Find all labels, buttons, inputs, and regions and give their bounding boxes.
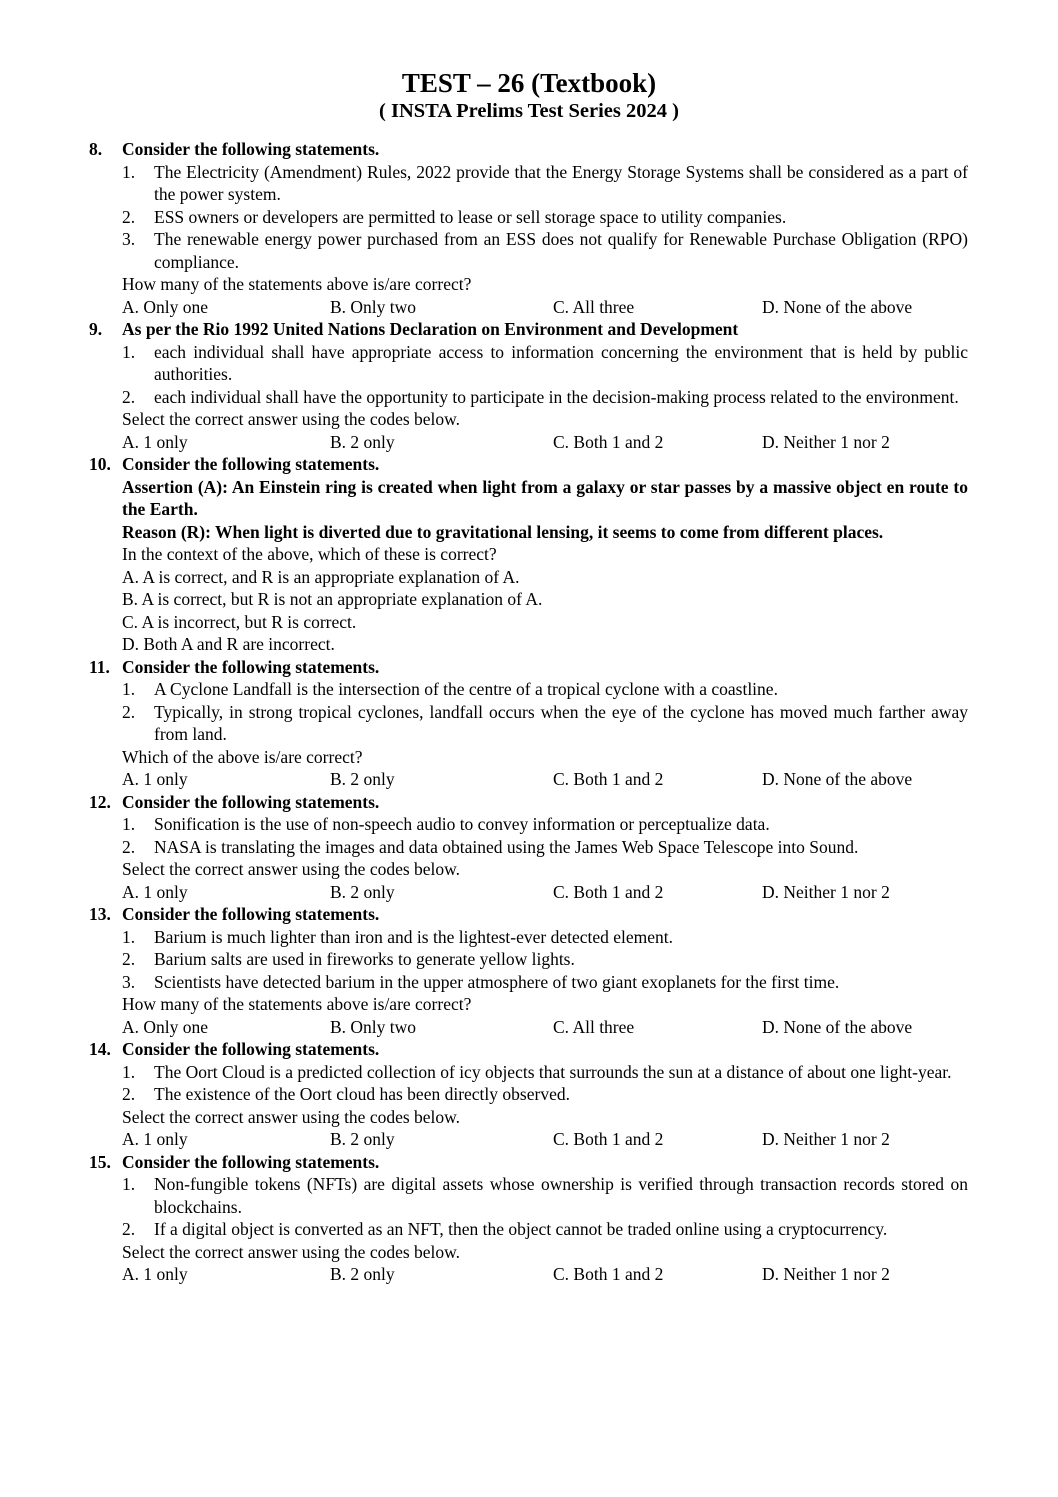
statement-number: 1. [122,161,136,182]
answer-option: C. Both 1 and 2 [553,1129,664,1149]
statement-text: Barium is much lighter than iron and is the lightest-ever detected element. [154,926,674,947]
question-number: 10. [89,454,111,474]
question-12 [0,791,1058,904]
answer-choice: D. Both A and R are incorrect. [122,634,335,654]
answer-options-row [0,768,1058,791]
question-heading-text: Consider the following statements. [122,454,380,474]
statement-number: 1. [122,926,136,947]
answer-option: A. 1 only [122,769,188,789]
question-number: 13. [89,904,111,924]
question-prompt: Which of the above is/are correct? [122,746,363,767]
question-heading [0,903,1058,926]
statement-text: each individual shall have the opportunity to participate in the decision-making process related to the environment. [154,386,959,407]
answer-option: A. 1 only [122,881,188,902]
statement [0,836,1058,859]
question-list [0,138,1058,1286]
statement-number: 2. [122,206,136,227]
answer-option: D. None of the above [762,1016,913,1037]
answer-option: B. 2 only [330,1129,395,1149]
assertion-text: Assertion (A): An Einstein ring is created when light from a galaxy or star passes by a massive object en route to the Earth. [122,476,968,519]
statement-text: Sonification is the use of non-speech audio to convey information or perceptualize data. [154,814,770,834]
statement-number: 3. [122,229,136,249]
statement [0,926,1058,949]
statement-number: 3. [122,971,136,992]
question-13 [0,903,1058,1038]
question-14 [0,1038,1058,1151]
answer-choice: B. A is correct, but R is not an appropriate explanation of A. [122,589,543,609]
statement-number: 2. [122,701,136,722]
question-heading-text: Consider the following statements. [122,1151,380,1172]
answer-option: C. Both 1 and 2 [553,881,664,902]
statement-number: 1. [122,679,136,699]
question-heading-text: Consider the following statements. [122,904,380,924]
statement-text: The Oort Cloud is a predicted collection of icy objects that surrounds the sun at a distance of about one light-year. [154,1061,952,1082]
answer-options-row [0,881,1058,904]
question-number: 14. [89,1039,111,1059]
question-heading-text: As per the Rio 1992 United Nations Declaration on Environment and Development [122,319,739,339]
statement-text: NASA is translating the images and data obtained using the James Web Space Telescope into Sound. [154,836,859,857]
question-prompt: How many of the statements above is/are correct? [122,274,472,294]
question-heading [0,1038,1058,1061]
answer-option: C. Both 1 and 2 [553,1264,664,1284]
statement-text: Non-fungible tokens (NFTs) are digital assets whose ownership is verified through transaction records stored on blockchains. [154,1174,968,1217]
question-heading [0,656,1058,679]
statement-number: 2. [122,1219,136,1239]
question-prompt: Select the correct answer using the codes below. [122,1106,461,1127]
answer-option: D. Neither 1 nor 2 [762,1129,890,1149]
question-number: 15. [89,1151,111,1172]
answer-option: C. Both 1 and 2 [553,431,664,452]
answer-option: D. None of the above [762,769,913,789]
statement-number: 1. [122,341,136,362]
answer-options-row [0,1128,1058,1151]
question-prompt: Select the correct answer using the codes below. [122,859,461,879]
answer-choice: C. A is incorrect, but R is correct. [122,611,357,632]
statement [0,813,1058,836]
answer-option: A. 1 only [122,1129,188,1149]
answer-option: D. Neither 1 nor 2 [762,431,890,452]
statement [0,206,1058,229]
statement-text: If a digital object is converted as an NFT, then the object cannot be traded online using a cryptocurrency. [154,1219,888,1239]
question-number: 9. [89,319,103,339]
statement [0,1218,1058,1241]
statement-number: 2. [122,1084,136,1104]
statement-number: 2. [122,949,136,969]
answer-option: B. 2 only [330,769,395,789]
question-prompt: Select the correct answer using the codes below. [122,1241,461,1262]
question-heading [0,791,1058,814]
statement-number: 2. [122,836,136,857]
statement-text: Scientists have detected barium in the upper atmosphere of two giant exoplanets for the first time. [154,971,840,992]
question-9 [0,318,1058,453]
statement [0,341,1058,386]
statement-text: A Cyclone Landfall is the intersection of the centre of a tropical cyclone with a coastline. [154,679,778,699]
answer-option: A. Only one [122,1016,209,1037]
question-heading [0,318,1058,341]
question-prompt: In the context of the above, which of these is correct? [122,544,497,564]
statement-number: 1. [122,1174,136,1194]
answer-option: C. All three [553,1016,635,1037]
statement-text: Barium salts are used in fireworks to generate yellow lights. [154,949,575,969]
answer-option: A. 1 only [122,1264,188,1284]
question-number: 11. [89,656,110,677]
statement-text: The Electricity (Amendment) Rules, 2022 provide that the Energy Storage Systems shall be considered as a part of the power system. [154,161,968,204]
statement [0,678,1058,701]
statement-text: The existence of the Oort cloud has been directly observed. [154,1084,570,1104]
reason-text: Reason (R): When light is diverted due to gravitational lensing, it seems to come from different places. [122,521,884,542]
statement [0,1173,1058,1218]
question-10 [0,453,1058,656]
answer-option: D. None of the above [762,296,913,317]
question-heading [0,453,1058,476]
question-prompt: How many of the statements above is/are correct? [122,994,472,1014]
question-heading-text: Consider the following statements. [122,1039,380,1059]
statement-number: 1. [122,814,136,834]
statement [0,1061,1058,1084]
answer-options-row [0,1016,1058,1039]
answer-option: B. 2 only [330,1264,395,1284]
statement-text: each individual shall have appropriate access to information concerning the environment that is held by public authorities. [154,341,968,384]
statement [0,161,1058,206]
statement-text: ESS owners or developers are permitted to lease or sell storage space to utility companies. [154,206,787,227]
answer-options-row [0,1263,1058,1286]
answer-option: D. Neither 1 nor 2 [762,1264,890,1284]
statement-text: The renewable energy power purchased from an ESS does not qualify for Renewable Purchase Obligation (RPO) compliance. [154,229,968,272]
question-15 [0,1151,1058,1286]
statement [0,228,1058,273]
answer-option: C. Both 1 and 2 [553,769,664,789]
statement [0,1083,1058,1106]
answer-choice: A. A is correct, and R is an appropriate explanation of A. [122,566,520,587]
statement [0,948,1058,971]
answer-option: B. Only two [330,1016,417,1037]
statement-number: 1. [122,1061,136,1082]
answer-option: C. All three [553,296,635,317]
question-heading-text: Consider the following statements. [122,791,380,812]
answer-options-row [0,431,1058,454]
page-title: TEST – 26 (Textbook) [401,68,657,98]
question-heading [0,1151,1058,1174]
question-8 [0,138,1058,318]
statement [0,701,1058,746]
answer-option: B. 2 only [330,881,395,902]
statement-text: Typically, in strong tropical cyclones, landfall occurs when the eye of the cyclone has moved much farther away from land. [154,701,968,744]
question-heading-text: Consider the following statements. [122,656,380,677]
answer-option: A. Only one [122,296,209,317]
question-heading-text: Consider the following statements. [122,139,380,159]
question-11 [0,656,1058,791]
statement [0,971,1058,994]
answer-option: A. 1 only [122,431,188,452]
statement [0,386,1058,409]
question-number: 8. [89,139,103,159]
question-heading [0,138,1058,161]
answer-option: B. 2 only [330,431,395,452]
answer-option: D. Neither 1 nor 2 [762,881,890,902]
statement-number: 2. [122,386,136,407]
question-prompt: Select the correct answer using the codes below. [122,409,461,429]
page-subtitle: ( INSTA Prelims Test Series 2024 ) [379,100,679,122]
question-number: 12. [89,791,111,812]
answer-options-row [0,296,1058,319]
answer-option: B. Only two [330,296,417,317]
